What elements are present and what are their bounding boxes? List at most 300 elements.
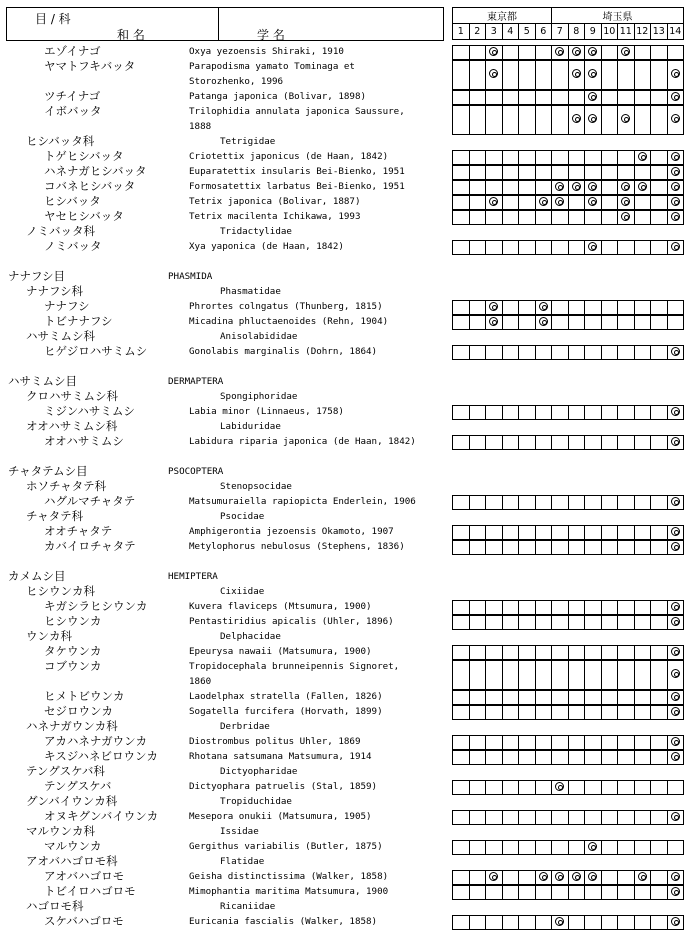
site-cell <box>519 871 536 885</box>
family-scientific-name: Tropiduchidae <box>220 796 292 807</box>
species-japanese-name: コブウンカ <box>44 659 102 673</box>
site-cell <box>502 151 519 165</box>
site-cell <box>585 436 602 450</box>
site-cell <box>651 91 668 105</box>
site-cell <box>651 751 668 765</box>
site-cell <box>519 346 536 360</box>
site-cell <box>535 406 552 420</box>
site-cell <box>651 301 668 315</box>
site-cell <box>535 916 552 930</box>
site-cell <box>651 871 668 885</box>
site-cell <box>453 781 470 795</box>
site-cell <box>634 541 651 555</box>
site-cell <box>552 241 569 255</box>
site-cell <box>453 151 470 165</box>
site-cell <box>486 46 503 60</box>
site-cell <box>469 346 486 360</box>
site-cell <box>651 106 668 135</box>
site-cell <box>667 436 684 450</box>
occurrence-grid-row <box>452 495 684 510</box>
site-cell <box>552 196 569 210</box>
site-cell <box>651 346 668 360</box>
site-cell <box>601 166 618 180</box>
site-cell <box>453 661 470 690</box>
site-cell <box>651 496 668 510</box>
site-cell <box>568 661 585 690</box>
recorded-mark-icon <box>671 242 680 251</box>
site-cell <box>552 541 569 555</box>
site-cell <box>601 781 618 795</box>
site-cell <box>535 46 552 60</box>
species-japanese-name: ノミバッタ <box>44 239 102 253</box>
order-japanese-name: ナナフシ目 <box>8 269 66 283</box>
site-cell <box>519 91 536 105</box>
recorded-mark-icon <box>489 872 498 881</box>
site-cell <box>502 541 519 555</box>
site-cell <box>519 706 536 720</box>
site-cell <box>667 106 684 135</box>
site-cell <box>469 601 486 615</box>
recorded-mark-icon <box>489 197 498 206</box>
site-cell <box>552 436 569 450</box>
site-cell <box>601 196 618 210</box>
species-japanese-name: オオハサミムシ <box>44 434 124 448</box>
site-cell <box>634 436 651 450</box>
recorded-mark-icon <box>588 842 597 851</box>
occurrence-grid-row <box>452 435 684 450</box>
site-cell <box>486 736 503 750</box>
site-cell <box>486 751 503 765</box>
occurrence-grid-row <box>452 180 684 195</box>
site-cell <box>552 346 569 360</box>
recorded-mark-icon <box>588 47 597 56</box>
site-cell <box>585 151 602 165</box>
recorded-mark-icon <box>489 69 498 78</box>
site-cell <box>634 61 651 90</box>
recorded-mark-icon <box>671 872 680 881</box>
site-cell <box>453 346 470 360</box>
site-cell <box>453 241 470 255</box>
site-cell <box>585 661 602 690</box>
site-cell <box>568 526 585 540</box>
site-cell <box>667 841 684 855</box>
recorded-mark-icon <box>638 872 647 881</box>
site-cell <box>651 736 668 750</box>
site-cell <box>585 691 602 705</box>
site-cell <box>502 496 519 510</box>
recorded-mark-icon <box>572 69 581 78</box>
site-cell <box>453 61 470 90</box>
site-cell <box>601 616 618 630</box>
occurrence-grid-row <box>452 315 684 330</box>
family-scientific-name: Tetrigidae <box>220 136 276 147</box>
site-cell <box>601 526 618 540</box>
site-cell <box>535 541 552 555</box>
site-cell <box>667 541 684 555</box>
site-cell <box>552 706 569 720</box>
site-cell <box>601 841 618 855</box>
site-cell <box>618 601 635 615</box>
recorded-mark-icon <box>588 114 597 123</box>
site-cell <box>667 886 684 900</box>
site-cell <box>469 151 486 165</box>
occurrence-grid-row <box>452 885 684 900</box>
site-cell <box>618 706 635 720</box>
site-cell <box>502 46 519 60</box>
recorded-mark-icon <box>588 69 597 78</box>
recorded-mark-icon <box>588 197 597 206</box>
recorded-mark-icon <box>489 302 498 311</box>
site-cell <box>486 526 503 540</box>
site-cell <box>667 61 684 90</box>
site-cell <box>552 781 569 795</box>
site-cell <box>634 496 651 510</box>
recorded-mark-icon <box>539 302 548 311</box>
site-cell <box>519 406 536 420</box>
site-cell <box>568 541 585 555</box>
species-scientific-name: Kuvera flaviceps (Mtsumura, 1900) <box>189 601 372 612</box>
site-cell <box>552 406 569 420</box>
site-cell <box>651 211 668 225</box>
site-cell <box>667 706 684 720</box>
recorded-mark-icon <box>555 872 564 881</box>
site-cell <box>618 61 635 90</box>
site-cell <box>634 91 651 105</box>
order-japanese-name: チャタテムシ目 <box>8 464 88 478</box>
site-cell <box>568 196 585 210</box>
recorded-mark-icon <box>671 407 680 416</box>
recorded-mark-icon <box>671 167 680 176</box>
site-cell <box>519 616 536 630</box>
species-japanese-name: トビナナフシ <box>44 314 113 328</box>
site-cell <box>667 661 684 690</box>
site-cell <box>453 601 470 615</box>
site-cell <box>568 916 585 930</box>
site-cell <box>453 811 470 825</box>
recorded-mark-icon <box>671 887 680 896</box>
site-cell <box>618 196 635 210</box>
site-cell <box>651 691 668 705</box>
site-cell <box>634 886 651 900</box>
recorded-mark-icon <box>588 182 597 191</box>
scientific-name-header: 学 名 <box>257 28 285 42</box>
site-cell <box>519 196 536 210</box>
site-cell <box>618 211 635 225</box>
site-cell <box>552 496 569 510</box>
species-scientific-name: Euricania fascialis (Walker, 1858) <box>189 916 378 927</box>
family-scientific-name: Delphacidae <box>220 631 281 642</box>
species-scientific-name: Micadina phluctaenoides (Rehn, 1904) <box>189 316 389 327</box>
site-cell <box>535 196 552 210</box>
site-cell <box>535 691 552 705</box>
species-scientific-name: Formosatettix larbatus Bei-Bienko, 1951 <box>189 181 405 192</box>
species-scientific-name: Epeurysa nawaii (Matsumura, 1900) <box>189 646 372 657</box>
site-cell <box>651 886 668 900</box>
species-scientific-name: Storozhenko, 1996 <box>189 76 284 87</box>
site-cell <box>585 46 602 60</box>
site-cell <box>486 496 503 510</box>
site-cell <box>667 151 684 165</box>
species-scientific-name: Geisha distinctissima (Walker, 1858) <box>189 871 389 882</box>
occurrence-grid-row <box>452 615 684 630</box>
recorded-mark-icon <box>539 197 548 206</box>
species-japanese-name: ナナフシ <box>44 299 90 313</box>
site-cell <box>486 541 503 555</box>
site-cell <box>469 841 486 855</box>
site-cell <box>502 601 519 615</box>
site-cell <box>535 211 552 225</box>
site-cell <box>634 706 651 720</box>
site-cell <box>618 406 635 420</box>
species-scientific-name: Phrortes colngatus (Thunberg, 1815) <box>189 301 383 312</box>
recorded-mark-icon <box>671 692 680 701</box>
column-header-box <box>6 7 444 41</box>
site-cell <box>667 811 684 825</box>
site-cell <box>502 181 519 195</box>
site-cell <box>486 781 503 795</box>
site-cell <box>519 541 536 555</box>
site-cell <box>618 541 635 555</box>
occurrence-grid-row <box>452 915 684 930</box>
site-cell <box>667 916 684 930</box>
site-cell <box>552 46 569 60</box>
species-japanese-name: ヒシバッタ <box>44 194 101 208</box>
column-number: 6 <box>535 24 552 40</box>
site-cell <box>618 526 635 540</box>
family-scientific-name: Phasmatidae <box>220 286 281 297</box>
site-cell <box>618 241 635 255</box>
site-cell <box>486 436 503 450</box>
site-cell <box>601 751 618 765</box>
recorded-mark-icon <box>489 47 498 56</box>
site-cell <box>535 811 552 825</box>
site-cell <box>469 196 486 210</box>
site-cell <box>502 436 519 450</box>
recorded-mark-icon <box>555 782 564 791</box>
site-cell <box>519 751 536 765</box>
site-cell <box>535 436 552 450</box>
site-cell <box>502 166 519 180</box>
site-cell <box>651 616 668 630</box>
species-scientific-name: Pentastiridius apicalis (Uhler, 1896) <box>189 616 394 627</box>
site-cell <box>618 316 635 330</box>
site-cell <box>601 61 618 90</box>
site-cell <box>568 871 585 885</box>
recorded-mark-icon <box>671 812 680 821</box>
site-cell <box>453 541 470 555</box>
site-cell <box>568 781 585 795</box>
occurrence-grid-row <box>452 750 684 765</box>
species-scientific-name: Mimophantia maritima Matsumura, 1900 <box>189 886 389 897</box>
site-cell <box>585 841 602 855</box>
recorded-mark-icon <box>572 872 581 881</box>
site-cell <box>502 616 519 630</box>
species-japanese-name: スケバハゴロモ <box>44 914 124 928</box>
site-cell <box>651 61 668 90</box>
site-cell <box>453 706 470 720</box>
site-cell <box>552 526 569 540</box>
column-number: 11 <box>618 24 635 40</box>
recorded-mark-icon <box>671 542 680 551</box>
site-cell <box>634 196 651 210</box>
site-cell <box>486 91 503 105</box>
site-cell <box>651 916 668 930</box>
site-cell <box>502 196 519 210</box>
site-cell <box>486 316 503 330</box>
site-cell <box>568 46 585 60</box>
site-cell <box>453 211 470 225</box>
recorded-mark-icon <box>539 317 548 326</box>
site-cell <box>552 691 569 705</box>
site-cell <box>519 841 536 855</box>
occurrence-grid-row <box>452 90 684 105</box>
site-cell <box>502 706 519 720</box>
family-japanese-name: マルウンカ科 <box>26 824 95 838</box>
site-cell <box>568 751 585 765</box>
site-cell <box>667 526 684 540</box>
site-cell <box>618 151 635 165</box>
site-cell <box>568 436 585 450</box>
site-cell <box>502 211 519 225</box>
site-cell <box>502 751 519 765</box>
occurrence-grid-row <box>452 525 684 540</box>
site-cell <box>519 691 536 705</box>
occurrence-grid-row <box>452 165 684 180</box>
site-cell <box>618 841 635 855</box>
site-cell <box>453 316 470 330</box>
site-cell <box>634 916 651 930</box>
family-japanese-name: ハネナガウンカ科 <box>26 719 118 733</box>
site-cell <box>469 106 486 135</box>
site-cell <box>502 406 519 420</box>
family-scientific-name: Psocidae <box>220 511 265 522</box>
site-cell <box>568 241 585 255</box>
site-cell <box>469 436 486 450</box>
species-scientific-name: Patanga japonica (Bolivar, 1898) <box>189 91 367 102</box>
occurrence-grid-row <box>452 645 684 660</box>
site-cell <box>552 106 569 135</box>
occurrence-grid-row <box>452 300 684 315</box>
site-cell <box>469 91 486 105</box>
recorded-mark-icon <box>671 437 680 446</box>
occurrence-grid-row <box>452 45 684 60</box>
site-cell <box>535 166 552 180</box>
site-cell <box>601 496 618 510</box>
occurrence-grid-row <box>452 600 684 615</box>
site-cell <box>519 151 536 165</box>
site-cell <box>519 316 536 330</box>
site-column-header <box>452 7 684 40</box>
site-cell <box>519 811 536 825</box>
site-cell <box>552 316 569 330</box>
family-scientific-name: Stenopsocidae <box>220 481 292 492</box>
site-cell <box>618 436 635 450</box>
site-cell <box>618 496 635 510</box>
site-cell <box>568 151 585 165</box>
site-cell <box>585 526 602 540</box>
recorded-mark-icon <box>588 872 597 881</box>
site-cell <box>585 496 602 510</box>
site-cell <box>535 871 552 885</box>
site-cell <box>634 211 651 225</box>
site-cell <box>585 346 602 360</box>
species-japanese-name: ヒゲジロハサミムシ <box>44 344 148 358</box>
site-cell <box>552 886 569 900</box>
recorded-mark-icon <box>671 197 680 206</box>
species-scientific-name: Tetrix macilenta Ichikawa, 1993 <box>189 211 361 222</box>
site-cell <box>568 61 585 90</box>
site-cell <box>667 406 684 420</box>
occurrence-grid-row <box>452 780 684 795</box>
order-family-header: 目 / 科 <box>35 12 71 26</box>
region-saitama: 埼玉県 <box>552 8 684 24</box>
site-cell <box>502 346 519 360</box>
recorded-mark-icon <box>671 617 680 626</box>
site-cell <box>601 91 618 105</box>
site-cell <box>552 751 569 765</box>
recorded-mark-icon <box>539 872 548 881</box>
site-cell <box>634 406 651 420</box>
site-cell <box>552 871 569 885</box>
site-cell <box>486 706 503 720</box>
site-cell <box>651 706 668 720</box>
site-cell <box>568 406 585 420</box>
site-cell <box>519 646 536 660</box>
site-cell <box>601 151 618 165</box>
recorded-mark-icon <box>621 182 630 191</box>
site-cell <box>453 916 470 930</box>
recorded-mark-icon <box>588 92 597 101</box>
site-cell <box>618 916 635 930</box>
site-cell <box>519 496 536 510</box>
site-cell <box>601 406 618 420</box>
site-cell <box>469 46 486 60</box>
recorded-mark-icon <box>671 669 680 678</box>
family-scientific-name: Flatidae <box>220 856 265 867</box>
site-cell <box>585 871 602 885</box>
species-japanese-name: キスジハネビロウンカ <box>44 749 158 763</box>
site-cell <box>519 181 536 195</box>
species-japanese-name: エゾイナゴ <box>44 44 101 58</box>
site-cell <box>568 496 585 510</box>
site-cell <box>618 181 635 195</box>
site-cell <box>667 616 684 630</box>
column-number: 3 <box>486 24 503 40</box>
site-cell <box>502 811 519 825</box>
site-cell <box>453 496 470 510</box>
site-cell <box>651 781 668 795</box>
recorded-mark-icon <box>555 917 564 926</box>
species-japanese-name: イボバッタ <box>44 104 102 118</box>
site-cell <box>486 211 503 225</box>
site-cell <box>469 61 486 90</box>
occurrence-grid-row <box>452 735 684 750</box>
site-cell <box>618 811 635 825</box>
species-japanese-name: ミジンハサミムシ <box>44 404 135 418</box>
site-cell <box>601 601 618 615</box>
recorded-mark-icon <box>671 917 680 926</box>
order-scientific-name: PSOCOPTERA <box>168 466 224 477</box>
site-cell <box>585 781 602 795</box>
species-japanese-name: タケウンカ <box>44 644 102 658</box>
order-scientific-name: PHASMIDA <box>168 271 213 282</box>
site-cell <box>585 211 602 225</box>
site-cell <box>585 736 602 750</box>
site-cell <box>568 106 585 135</box>
site-cell <box>667 196 684 210</box>
species-japanese-name: トゲヒシバッタ <box>44 149 124 163</box>
site-cell <box>453 751 470 765</box>
